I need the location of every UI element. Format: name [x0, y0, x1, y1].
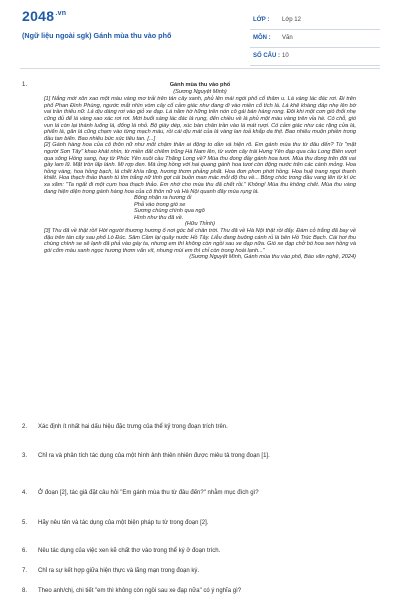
- site-logo[interactable]: [22, 8, 66, 24]
- question-text: Ở đoạn [2], tác giả đặt câu hỏi "Em gánh mùa thu từ đâu đến?" nhằm mục đích gì?: [38, 490, 259, 496]
- question-number: 6.: [22, 548, 28, 554]
- meta-value: Văn: [282, 35, 293, 41]
- meta-value: 10: [282, 53, 289, 59]
- question-text: Hãy nêu tên và tác dụng của một biện pháp tu từ trong đoạn [2].: [38, 520, 209, 526]
- header-divider: [20, 68, 380, 69]
- logo-text: 2048: [22, 8, 55, 24]
- question-text: Theo anh/chị, chi tiết "em thì không còn ngồi sau xe đạp nữa" có ý nghĩa gì?: [38, 588, 242, 594]
- meta-row-count: [250, 48, 380, 66]
- document-title: (Ngữ liệu ngoài sgk) Gánh mùa thu vào phố: [22, 31, 172, 40]
- meta-label: MÔN :: [253, 35, 271, 41]
- poem-line: Bông nhận ra hương ổi: [134, 195, 192, 202]
- question-text: Chỉ ra và phân tích tác dụng của một hình ảnh thiên nhiên được miêu tả trong đoạn [1].: [38, 453, 270, 459]
- meta-label: SỐ CÂU :: [253, 53, 280, 59]
- question-number: 5.: [22, 520, 28, 526]
- page-header: [0, 0, 400, 60]
- meta-label: LỚP :: [253, 17, 270, 23]
- passage-title: Gánh mùa thu vào phố: [169, 82, 231, 88]
- poem-source: (Hữu Thỉnh): [185, 221, 215, 228]
- logo-domain: .vn: [55, 10, 67, 18]
- paragraph-1: [1] Nắng mới xôn xao một màu vàng mơ trải trên tán cây xanh, phủ lên mái ngói phố cổ thâm u. Lá vàng lác đác rơi. Đi trên phố Phan Đình Phùng, ngước mắt nhìn vòm cây cổ cảm giác như đang đi vào miền cổ tích lá. Lá khẽ khàng đáp nhẹ lên bờ vai trần thiếu nữ. Lá dịu dàng rơi vào giỏ xe đạp. Lá nằm hờ hững trên nón cô gái bán hàng rong. Đôi khi một cơn gió thổi nhẹ cũng đủ để lá vàng xao xác rơi rơi. Mới buổi sáng lác đác lá rụng, đến chiều về lá phủ một màu vàng trên vỉa hè. Có chỗ, gió vun lá còn lại thành luống lá, đống lá nhỏ. Bộ giày dép, xúc bàn chân trần vào lá mát rượi. Có cảm giác như các rặng cửa lá, phiến lá, gân lá cũng chạm vào từng mạch máu, rồi cái dịu mát của lá vàng lan toả khắp da thịt. Bao nhiêu muộn phiền trong đầu tan biến. Bao nhiêu bức xúc tiêu tan. [...]: [44, 96, 356, 142]
- reading-passage: [44, 82, 356, 261]
- meta-info: [250, 12, 380, 66]
- passage-author: (Sương Nguyệt Minh): [173, 88, 227, 95]
- meta-row-class: [250, 12, 380, 30]
- question-number: 7.: [22, 568, 28, 574]
- question-text: Xác định ít nhất hai dấu hiệu đặc trưng của thể kỷ trong đoạn trích trên.: [38, 424, 228, 430]
- poem-line: Phả vào trong gió se: [134, 201, 186, 208]
- paragraph-3: [3] Thu đã về thật rồi! Hời người thương hương ổ nơi góc bể chân trời. Thu đã về Hà Nội thật rồi đấy. Đám cỏ trắng đã bay về đậu trên tán cây sau phố Lò Đúc. Sâm Cầm lại quây nước Hồ Tây. Liễu đang buông cánh rủ là bên Hồ Trúc Bạch. Cái hơi thu chùng chình se sẽ lạnh đã phả vào gáy ta, nhưng em thì không còn ngồi sau xe đạp nữa. Gió xe đạp chở bó hoa sen hồng và gói cốm màu xanh ngọc hương thơm vấn vít, nhưng mùi em thì chỉ còn trong hoài lạnh...": [44, 228, 356, 254]
- question-text: Nêu tác dụng của việc xen kẽ chất thơ vào trong thể ký ở đoạn trích.: [38, 548, 221, 554]
- meta-row-subject: [250, 30, 380, 48]
- question-number: 4.: [22, 490, 28, 496]
- question-text: Chỉ ra sự kết hợp giữa hiện thực và lãng mạn trong đoạn ký.: [38, 568, 200, 574]
- question-number: 3.: [22, 453, 28, 459]
- meta-value: Lớp 12: [282, 17, 301, 23]
- question-number: 8.: [22, 588, 28, 594]
- question-number: 2.: [22, 424, 28, 430]
- poem-line: Sương chùng chình qua ngõ: [134, 208, 205, 215]
- passage-source: (Sương Nguyệt Minh, Gánh mùa thu vào phố, Báo văn nghệ, 2024): [189, 254, 356, 261]
- poem-line: Hình như thu đã về.: [134, 214, 184, 221]
- question-number: 1.: [22, 82, 28, 88]
- paragraph-2: [2] Gánh hàng hoa của cô thôn nữ như mốt chậm thân ai động to dần và hiện rõ. Em gánh mùa thu từ đâu đến? Từ "mặt người Sơn Tây" khao khát nhìn, từ miền đất chiêm trũng Hà Nam lên, từ vườn cây trái Hưng Yên đạp qua cầu Long Biên vượt qua sông Hồng sang, hay từ Phúc Yên xuôi cầu Thăng Long về? Mùa thu đong đầy gánh hoa tươi. Mùa thu đong trên đôi vai gầy lam lũ. Mặt tròn lấp lánh. Mi rợp đen. Mà ửng hồng với hai quang gánh hoa tươi còn động nước trên các cánh mỏng. Hoa hồng vàng, hoa hồng bạch, lá chết khía răng, hương thơm phảng phất. Hoa đơn phơn phớt hồng. Hoa huệ trang ngọi thanh khiết. Hoa thạch thảo thanh tú tím trắng nữ tính gợi cái buồn man mác mỗi độ thu về... Bông chóc trong đầu vang lên từ kí ức xa xăm: "Ta ngất đi một cụm hoa thạch thảo. Em nhớ cho mùa thu đã chết rồi." Không! Mùa thu không chết. Mùa thu vàng đang hiện diện trong gánh hàng hoa của cô thôn nữ và Hà Nội quanh đây mùa rụng lá.: [44, 142, 356, 195]
